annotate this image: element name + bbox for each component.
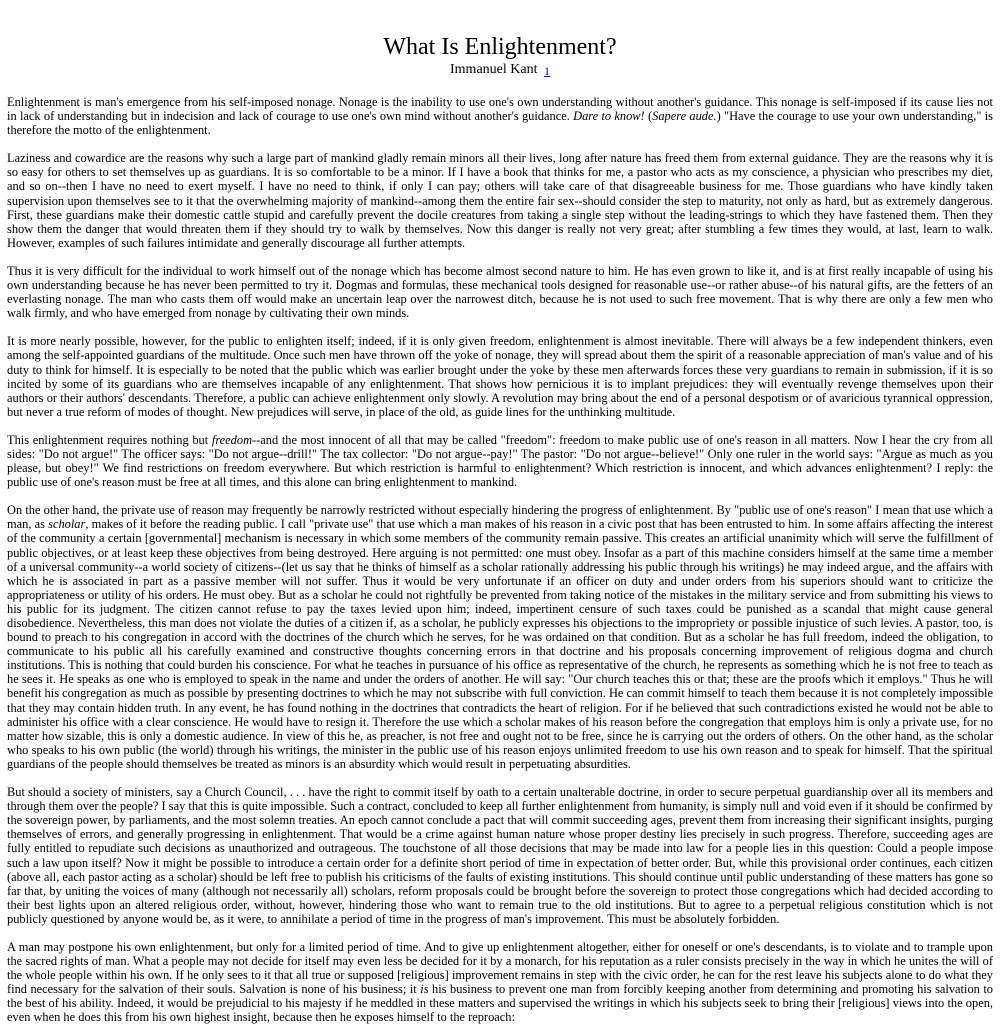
emphasis-text: scholar	[48, 517, 86, 532]
author-name: Immanuel Kant	[450, 62, 538, 77]
text-run: , makes of it before the reading public. I call "private use" that use which a man makes of his reason in a civic post that has been entrusted to him. In some affairs affecting the interest of the community a certain [governmental] mechanism is necessary in which some members of the community remain passive. This creates an artificial unanimity which will serve the fulfillment of public objectives, or at least keep these objectives from being destroyed. Here arguing is not permitted: one must obey. Insofar as a part of this machine considers himself at the same time a member of a universal community--a world society of citizens--(let us say that he thinks of himself as a scholar rationally addressing his public through his writings) he may indeed argue, and the affairs with which he is associated in part as a passive member will not suffer. Thus it would be very unfortunate if an officer on duty and under orders from his superiors should want to criticize the appropriateness or utility of his orders. He must obey. But as a scholar he could not rightfully be prevented from taking notice of the mistakes in the military service and from submitting his views to his public for its judgment. The citizen cannot refuse to pay the taxes levied upon him; indeed, impertinent censure of such taxes could be punished as a scandal that might cause general disobedience. Nevertheless, this man does not violate the duties of a citizen if, as a scholar, he publicly expresses his objections to the impropriety or possible injustice of such levies. A pastor, too, is bound to preach to his congregation in accord with the doctrines of the church which he serves, for he was ordained on that condition. But as a scholar he has full freedom, indeed the obligation, to communicate to his public all his carefully examined and constructive thoughts concerning errors in that doctrine and his proposals concerning improvement of religious dogma and church institutions. This is nothing that could burden his conscience. For what he teaches in pursuance of his office as representative of the church, he represents as something which he is not free to teach as he sees it. He speaks as one who is employed to speak in the name and under the orders of another. He will say: "Our church teaches this or that; these are the proofs which it employs." Thus he will benefit his congregation as much as possible by presenting doctrines to which he may not subscribe with full conviction. He can commit himself to teach them because it is not completely impossible that they may contain hidden truth. In any event, he has found nothing in the doctrines that contradicts the heart of religion. For if he believed that such contradictions existed he would not be able to administer his office with a clear conscience. He would have to resign it. Therefore the use which a scholar makes of his reason before the congregation that employs him is only a private use, for no matter how sizable, this is only a domestic audience. In view of this he, as preacher, is not free and ought not to be free, since he is carrying out the orders of others. On the other hand, as the scholar who speaks to his own public (the world) through his writings, the minister in the public use of his reason enjoys unlimited freedom to use his own reason and to speak for himself. That the spiritual guardians of the people should themselves be treated as minors is an absurdity which would result in perpetuating absurdities.	[7, 517, 993, 771]
paragraph	[7, 334, 993, 419]
paragraph	[7, 264, 993, 320]
text-run: (	[644, 109, 653, 124]
text-run: A man may postpone his own enlightenment, but only for a limited period of time. And to give up enlightenment altogether, either for oneself or one's descendants, is to violate and to trample upon the sacred rights of man. What a people may not decide for itself may even less be decided for it by a monarch, for his reputation as a ruler consists precisely in the way in which he unites the will of the whole people within his own. If he only sees to it that all true or supposed [religious] improvement remains in step with the civic order, he can for the rest leave his subjects alone to do what they find necessary for the salvation of their souls. Salvation is none of his business; it	[7, 939, 993, 997]
paragraph	[7, 785, 993, 926]
text-run: It is more nearly possible, however, for the public to enlighten itself; indeed, if it is only given freedom, enlightenment is almost inevitable. There will always be a few independent thinkers, even among the self-appointed guardians of the multitude. Once such men have thrown off the yoke of nonage, they will spread about them the spirit of a reasonable appreciation of man's value and of his duty to think for himself. It is especially to be noted that the public which was earlier brought under the yoke by these men afterwards forces these very guardians to remain in submission, if it is so incited by some of its guardians who are themselves incapable of any enlightenment. That shows how pernicious it is to implant prejudices: they will eventually revenge themselves upon their authors or their authors' descendants. Therefore, a public can achieve enlightenment only slowly. A revolution may bring about the end of a personal despotism or of avaricious tyrannical oppression, but never a true reform of modes of thought. New prejudices will serve, in place of the old, as guide lines for the unthinking multitude.	[7, 334, 993, 419]
text-run: Thus it is very difficult for the individual to work himself out of the nonage which has become almost second nature to him. He has even grown to like it, and is at first really incapable of using his own understanding because he has never been permitted to try it. Dogmas and formulas, these mechanical tools designed for reasonable use--or rather abuse--of his natural gifts, are the fetters of an everlasting nonage. The man who casts them off would make an uncertain leap over the narrowest ditch, because he is not used to such free movement. That is why there are only a few men who walk firmly, and who have emerged from nonage by cultivating their own minds.	[7, 263, 993, 321]
text-run: ) "Have the courage to use your own understanding," is therefore the motto of the enlightenment.	[7, 109, 993, 138]
emphasis-text: Dare to know!	[573, 109, 645, 124]
text-run: his business to prevent one man from forcibly keeping another from determining and promoting his salvation to the best of his ability. Indeed, it would be prejudicial to his majesty if he meddled in these matters and supervised the writings in which his subjects seek to bring their [religious] views into the open, even when he does this from his own highest insight, because then he exposes himself to the reproach:	[7, 982, 994, 1025]
paragraph	[7, 433, 993, 489]
document-page	[0, 33, 1000, 1025]
page-title: What Is Enlightenment?	[383, 34, 617, 60]
footnote-link[interactable]: 1	[543, 64, 550, 78]
emphasis-text: Sapere aude.	[652, 109, 717, 124]
text-run: On the other hand, the private use of reason may frequently be narrowly restricted without especially hindering the progress of enlightenment. By "public use of one's reason" I mean that use which a man, as	[7, 503, 993, 532]
text-run: This enlightenment requires nothing but	[7, 432, 212, 447]
text-run: But should a society of ministers, say a Church Council, . . . have the right to commit itself by oath to a certain unalterable doctrine, in order to secure perpetual guardianship over all its members and through them over the people? I say that this is quite impossible. Such a contract, concluded to keep all further enlightenment from humanity, is simply null and void even if it should be confirmed by the sovereign power, by parliaments, and the most solemn treaties. An epoch cannot conclude a pact that will commit succeeding ages, prevent them from increasing their significant insights, purging themselves of errors, and generally progressing in enlightenment. That would be a crime against human nature whose proper destiny lies precisely in such progress. Therefore, succeeding ages are fully entitled to repudiate such decisions as unauthorized and outrageous. The touchstone of all those decisions that may be made into law for a people lies in this question: Could a people impose such a law upon itself? Now it might be possible to introduce a certain order for a definite short period of time in expectation of better order. But, while this provisional order continues, each citizen (above all, each pastor acting as a scholar) should be left free to publish his criticisms of the faults of existing institutions. This should continue until public understanding of these matters has gone so far that, by uniting the voices of many (although not necessarily all) scholars, reform proposals could be brought before the sovereign to protect those congregations which had decided according to their best lights upon an altered religious order, without, however, hindering those who want to remain true to the old institutions. But to agree to a perpetual religious constitution which is not publicly questioned by anyone would be, as it were, to annihilate a period of time in the progress of man's improvement. This must be absolutely forbidden.	[7, 785, 993, 926]
paragraph	[7, 940, 993, 1025]
emphasis-text: is	[420, 982, 429, 997]
paragraph	[7, 151, 993, 250]
author-line	[7, 61, 993, 80]
body-text	[7, 95, 993, 1025]
paragraph	[7, 95, 993, 137]
emphasis-text: freedom	[211, 432, 253, 447]
text-run: Laziness and cowardice are the reasons why such a large part of mankind gladly remain minors all their lives, long after nature has freed them from external guidance. They are the reasons why it is so easy for others to set themselves up as guardians. It is so comfortable to be a minor. If I have a book that thinks for me, a pastor who acts as my conscience, a physician who prescribes my diet, and so on--then I have no need to exert myself. I have no need to think, if only I can pay; others will take care of that disagreeable business for me. Those guardians who have kindly taken supervision upon themselves see to it that the overwhelming majority of mankind--among them the entire fair sex--should consider the step to maturity, not only as hard, but as extremely dangerous. First, these guardians make their domestic cattle stupid and carefully prevent the docile creatures from taking a single step without the leading-strings to which they have fastened them. Then they show them the danger that would threaten them if they should try to walk by themselves. Now this danger is really not very great; after stumbling a few times they would, at last, learn to walk. However, examples of such failures intimidate and generally discourage all further attempts.	[7, 151, 993, 250]
text-run: Enlightenment is man's emergence from his self-imposed nonage. Nonage is the inability to use one's own understanding without another's guidance. This nonage is self-imposed if its cause lies not in lack of understanding but in indecision and lack of courage to use one's own mind without another's guidance.	[7, 95, 993, 124]
paragraph	[7, 503, 993, 771]
text-run: --and the most innocent of all that may be called "freedom": freedom to make public use of one's reason in all matters. Now I hear the cry from all sides: "Do not argue!" The officer says: "Do not argue--drill!" The tax collector: "Do not argue--pay!" The pastor: "Do not argue--believe!" Only one ruler in the world says: "Argue as much as you please, but obey!" We find restrictions on freedom everywhere. But which restriction is harmful to enlightenment? Which restriction is innocent, and which advances enlightenment? I reply: the public use of one's reason must be free at all times, and this alone can bring enlightenment to mankind.	[7, 432, 993, 490]
